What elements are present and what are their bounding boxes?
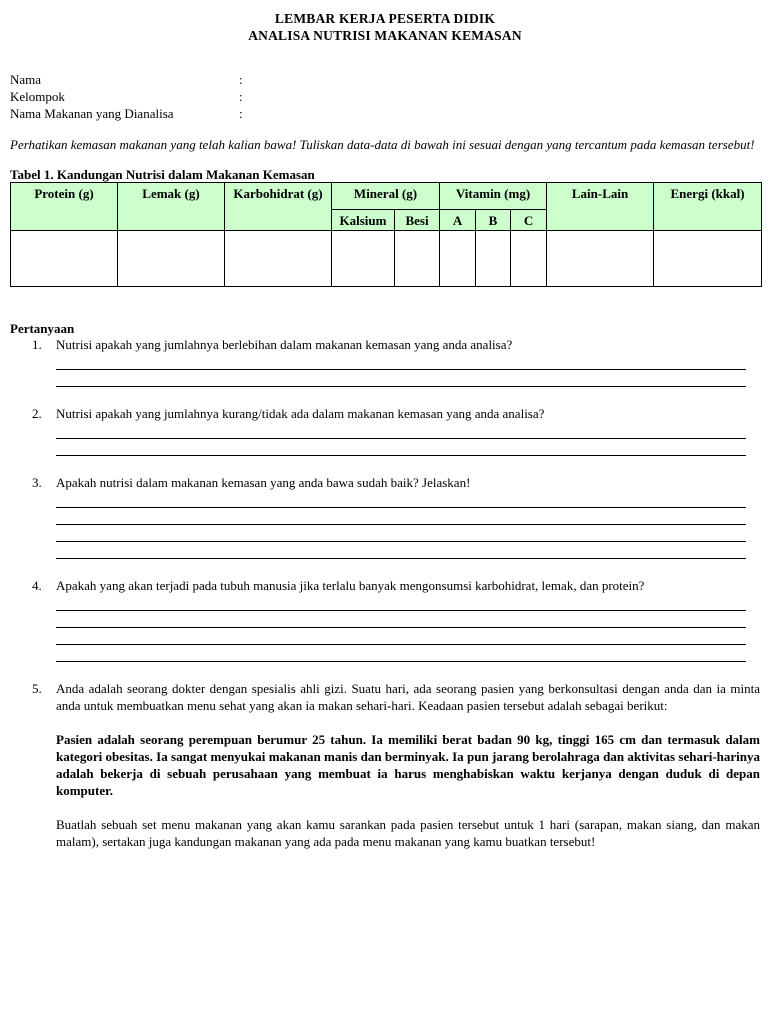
cell-vitamin-a[interactable]	[440, 231, 476, 287]
cell-protein[interactable]	[11, 231, 118, 287]
answer-line[interactable]	[56, 525, 746, 542]
answer-line[interactable]	[56, 594, 746, 611]
menu-task: Buatlah sebuah set menu makanan yang akan kamu sarankan pada pasien tersebut untuk 1 hari (sarapan, makan siang, dan makan malam), sertakan juga kandungan makanan yang ada pada menu makanan yang kamu buatkan tersebut!	[56, 817, 760, 849]
identity-label: Kelompok	[10, 89, 65, 104]
question-3	[10, 474, 760, 491]
cell-vitamin-c[interactable]	[511, 231, 547, 287]
header-besi: Besi	[395, 210, 440, 231]
question-number: 3.	[32, 475, 42, 490]
header-vitamin-b: B	[476, 210, 511, 231]
cell-vitamin-b[interactable]	[476, 231, 511, 287]
question-2	[10, 405, 760, 422]
worksheet-title	[10, 10, 760, 44]
header-energi: Energi (kkal)	[654, 183, 762, 231]
identity-block	[10, 71, 760, 122]
cell-lemak[interactable]	[118, 231, 225, 287]
question-text: Nutrisi apakah yang jumlahnya berlebihan dalam makanan kemasan yang anda analisa?	[56, 337, 513, 352]
identity-row-makanan	[10, 105, 760, 122]
question-number: 4.	[32, 578, 42, 593]
question-number: 5.	[32, 681, 42, 696]
header-lain-lain: Lain-Lain	[547, 183, 654, 231]
header-kalsium: Kalsium	[332, 210, 395, 231]
header-lemak: Lemak (g)	[118, 183, 225, 231]
header-mineral: Mineral (g)	[332, 183, 440, 210]
question-text: Nutrisi apakah yang jumlahnya kurang/tidak ada dalam makanan kemasan yang anda analisa?	[56, 406, 545, 421]
answer-line[interactable]	[56, 439, 746, 456]
answer-line[interactable]	[56, 645, 746, 662]
answer-line[interactable]	[56, 422, 746, 439]
answer-line[interactable]	[56, 508, 746, 525]
answer-line[interactable]	[56, 542, 746, 559]
answer-line[interactable]	[56, 353, 746, 370]
patient-case: Pasien adalah seorang perempuan berumur 25 tahun. Ia memiliki berat badan 90 kg, tinggi 165 cm dan termasuk dalam kategori obesitas. Ia sangat menyukai makanan manis dan berminyak. Ia pun jarang berolahraga dan aktivitas sehari-harinya adalah bekerja di sebuah perusahaan yang membuat ia harus menghabiskan waktu kerjanya dengan duduk di depan komputer.	[56, 732, 760, 798]
title-line-1: LEMBAR KERJA PESERTA DIDIK	[274, 11, 496, 26]
identity-row-nama	[10, 71, 760, 88]
instruction-text: Perhatikan kemasan makanan yang telah kalian bawa! Tuliskan data-data di bawah ini sesuai dengan yang tercantum pada kemasan tersebut!	[10, 137, 755, 152]
question-1	[10, 336, 760, 353]
question-number: 1.	[32, 337, 42, 352]
title-line-2: ANALISA NUTRISI MAKANAN KEMASAN	[248, 28, 522, 43]
nutrition-table	[10, 182, 762, 287]
answer-line[interactable]	[56, 370, 746, 387]
cell-kalsium[interactable]	[332, 231, 395, 287]
cell-besi[interactable]	[395, 231, 440, 287]
question-text: Anda adalah seorang dokter dengan spesialis ahli gizi. Suatu hari, ada seorang pasien yang berkonsultasi dengan anda dan ia minta anda untuk membuatkan menu sehat yang akan ia makan sehari-hari. Keadaan pasien tersebut adalah sebagai berikut:	[56, 681, 760, 713]
identity-colon: :	[239, 106, 243, 121]
question-text: Apakah yang akan terjadi pada tubuh manusia jika terlalu banyak mengonsumsi karbohidrat, lemak, dan protein?	[56, 578, 645, 593]
header-protein: Protein (g)	[11, 183, 118, 231]
header-karbohidrat: Karbohidrat (g)	[225, 183, 332, 231]
answer-line[interactable]	[56, 628, 746, 645]
table-row	[11, 231, 762, 287]
question-4	[10, 577, 760, 594]
header-vitamin-a: A	[440, 210, 476, 231]
identity-colon: :	[239, 89, 243, 104]
questions-heading: Pertanyaan	[10, 321, 75, 336]
header-vitamin-c: C	[511, 210, 547, 231]
identity-colon: :	[239, 72, 243, 87]
menu-task-text	[10, 816, 760, 850]
worksheet-page	[10, 10, 760, 850]
answer-line[interactable]	[56, 491, 746, 508]
identity-row-kelompok	[10, 88, 760, 105]
cell-energi[interactable]	[654, 231, 762, 287]
patient-case-text	[10, 731, 760, 799]
question-text: Apakah nutrisi dalam makanan kemasan yang anda bawa sudah baik? Jelaskan!	[56, 475, 471, 490]
question-5	[10, 680, 760, 714]
cell-karbohidrat[interactable]	[225, 231, 332, 287]
table-caption: Tabel 1. Kandungan Nutrisi dalam Makanan Kemasan	[10, 167, 315, 182]
identity-label: Nama	[10, 72, 42, 87]
cell-lain-lain[interactable]	[547, 231, 654, 287]
header-vitamin: Vitamin (mg)	[440, 183, 547, 210]
identity-label: Nama Makanan yang Dianalisa	[10, 106, 174, 121]
answer-line[interactable]	[56, 611, 746, 628]
question-number: 2.	[32, 406, 42, 421]
